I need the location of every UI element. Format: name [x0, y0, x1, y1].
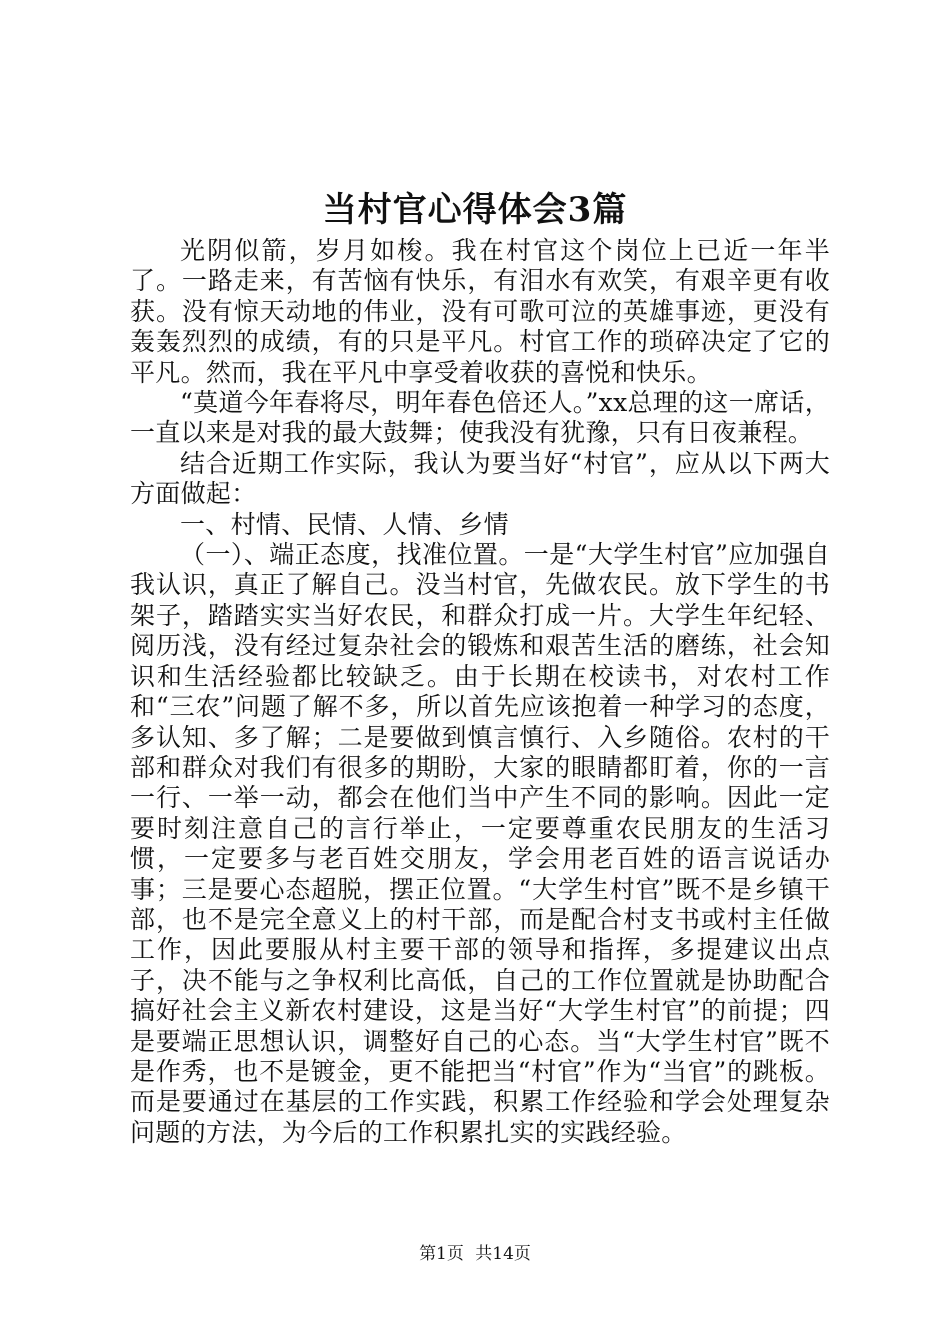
section-heading: 一、村情、民情、人情、乡情	[180, 509, 509, 539]
paragraph-quote: “莫道今年春将尽，明年春色倍还人。”xx总理的这一席话，一直以来是对我的最大鼓舞；使我没有犹豫，只有日夜兼程。	[130, 388, 830, 448]
paragraph-intro: 光阴似箭，岁月如梭。我在村官这个岗位上已近一年半了。一路走来，有苦恼有快乐，有泪水有欢笑，有艰辛更有收获。没有惊天动地的伟业，没有可歌可泣的英雄事迹，更没有轰轰烈烈的成绩，有的只是平凡。村官工作的琐碎决定了它的平凡。然而，我在平凡中享受着收获的喜悦和快乐。	[130, 236, 830, 387]
document-title: 当村官心得体会3篇	[322, 190, 628, 230]
page-total: 共14页	[475, 1244, 531, 1264]
document-body	[130, 236, 830, 1148]
page-footer	[0, 1242, 950, 1266]
paragraph-overview: 结合近期工作实际，我认为要当好“村官”，应从以下两大方面做起：	[130, 448, 830, 509]
paragraph-section-one: （一）、端正态度，找准位置。一是“大学生村官”应加强自我认识，真正了解自己。没当村官，先做农民。放下学生的书架子，踏踏实实当好农民，和群众打成一片。大学生年纪轻、阅历浅，没有经过复杂社会的锻炼和艰苦生活的磨练，社会知识和生活经验都比较缺乏。由于长期在校读书，对农村工作和“三农”问题了解不多，所以首先应该抱着一种学习的态度，多认知、多了解；二是要做到慎言慎行、入乡随俗。农村的干部和群众对我们有很多的期盼，大家的眼睛都盯着，你的一言一行、一举一动，都会在他们当中产生不同的影响。因此一定要时刻注意自己的言行举止，一定要尊重农民朋友的生活习惯，一定要多与老百姓交朋友，学会用老百姓的语言说话办事；三是要心态超脱，摆正位置。“大学生村官”既不是乡镇干部，也不是完全意义上的村干部，而是配合村支书或村主任做工作，因此要服从村主要干部的领导和指挥，多提建议出点子，决不能与之争权利比高低，自己的工作位置就是协助配合搞好社会主义新农村建设，这是当好“大学生村官”的前提；四是要端正思想认识，调整好自己的心态。当“大学生村官”既不是作秀，也不是镀金，更不能把当“村官”作为“当官”的跳板。而是要通过在基层的工作实践，积累工作经验和学会处理复杂问题的方法，为今后的工作积累扎实的实践经验。	[130, 540, 830, 1147]
page-number: 第1页	[419, 1244, 464, 1264]
